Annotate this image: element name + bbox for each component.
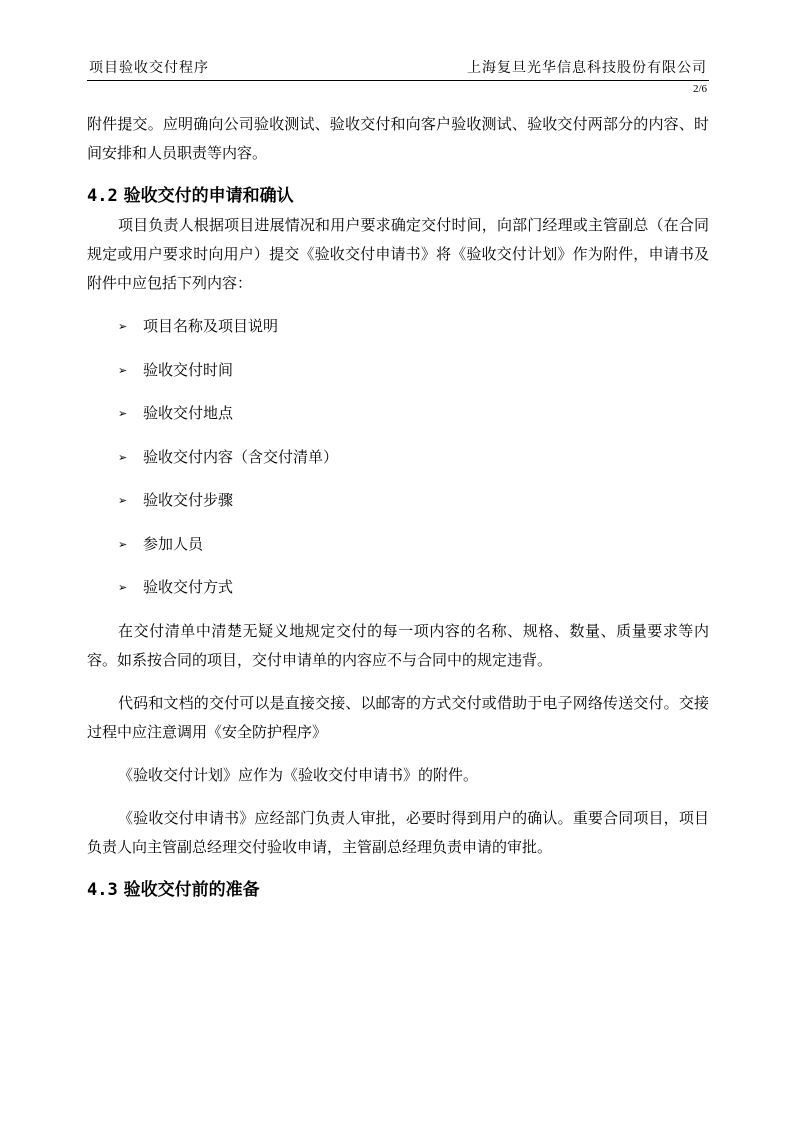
- paragraph-code-delivery: 代码和文档的交付可以是直接交接、以邮寄的方式交付或借助于电子网络传送交付。交接过程中应注意调用《安全防护程序》: [87, 693, 709, 741]
- list-item: [87, 312, 709, 341]
- list-item-text: 验收交付时间: [143, 360, 234, 379]
- arrow-bullet-icon: ➢: [118, 494, 128, 507]
- paragraph-delivery-list: 在交付清单中清楚无疑义地规定交付的每一项内容的名称、规格、数量、质量要求等内容。如系按合同的项目，交付申请单的内容应不与合同中的规定违背。: [87, 621, 709, 669]
- arrow-bullet-icon: ➢: [118, 450, 128, 464]
- section-title: 验收交付前的准备: [123, 879, 260, 900]
- list-item-text: 参加人员: [143, 534, 204, 553]
- arrow-bullet-icon: ➢: [118, 320, 128, 333]
- list-item-text: 验收交付地点: [143, 404, 234, 422]
- section-heading-4-3: [87, 876, 709, 905]
- arrow-bullet-icon: ➢: [118, 537, 128, 551]
- section-heading-4-2: [87, 182, 709, 211]
- section-number: 4.2: [87, 186, 118, 206]
- list-item-text: 验收交付内容（含交付清单）: [143, 447, 339, 466]
- arrow-bullet-icon: ➢: [118, 363, 128, 377]
- list-item-text: 项目名称及项目说明: [143, 317, 279, 335]
- company-name: 上海复旦光华信息科技股份有限公司: [467, 60, 707, 76]
- content-list: [87, 312, 709, 602]
- paragraph-application: 项目负责人根据项目进展情况和用户要求确定交付时间，向部门经理或主管副总（在合同规定或用户要求时向用户）提交《验收交付申请书》将《验收交付计划》作为附件，申请书及附件中应包括下列内容：: [87, 216, 709, 292]
- section-title: 验收交付的申请和确认: [123, 186, 294, 206]
- list-item: [87, 443, 709, 472]
- page-header: [87, 56, 709, 81]
- paragraph-approval: 《验收交付申请书》应经部门负责人审批，必要时得到用户的确认。重要合同项目，项目负责人向主管副总经理交付验收申请，主管副总经理负责申请的审批。: [87, 808, 709, 856]
- list-item: [87, 399, 709, 428]
- list-item: [87, 356, 709, 385]
- document-body: [87, 110, 709, 905]
- list-item-text: 验收交付步骤: [143, 491, 234, 509]
- list-item: [87, 486, 709, 515]
- document-title: 项目验收交付程序: [89, 60, 209, 76]
- section-number: 4.3: [87, 879, 118, 900]
- arrow-bullet-icon: ➢: [118, 581, 128, 594]
- paragraph-attachment: 《验收交付计划》应作为《验收交付申请书》的附件。: [118, 765, 479, 784]
- list-item: [87, 573, 709, 602]
- list-item-text: 验收交付方式: [143, 578, 234, 596]
- arrow-bullet-icon: ➢: [118, 407, 128, 420]
- intro-paragraph: 附件提交。应明确向公司验收测试、验收交付和向客户验收测试、验收交付两部分的内容、时间安排和人员职责等内容。: [87, 115, 709, 162]
- page-number: 2/6: [692, 83, 707, 95]
- list-item: [87, 530, 709, 559]
